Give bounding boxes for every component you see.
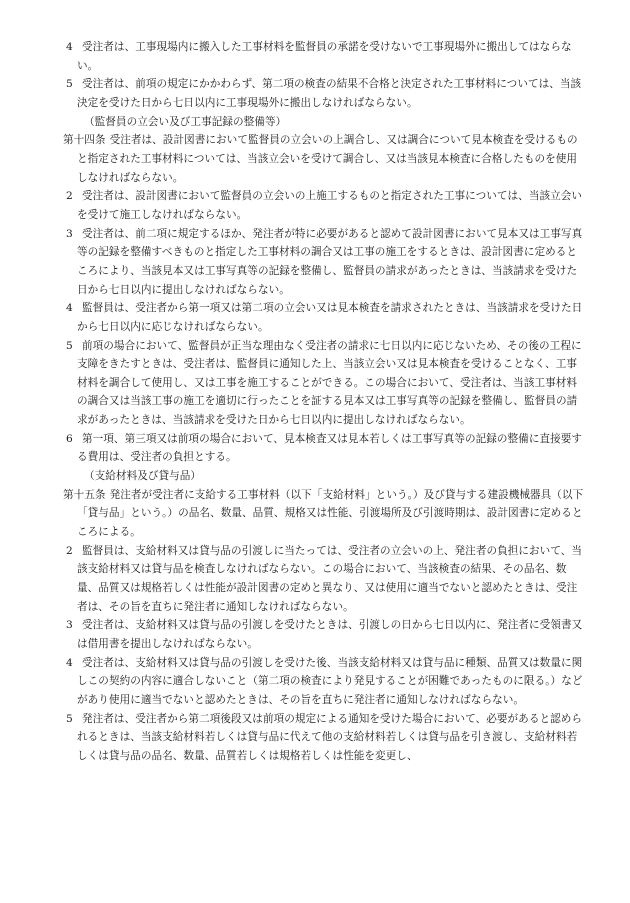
item-number: 4	[66, 656, 73, 669]
paragraph-text: 発注者が受注者に支給する工事材料（以下「支給材料」という。）及び貸与する建設機械器具（以下「貸与品」という。）の品名、数量、品質、規格又は性能、引渡場所及び引渡時期は、設計図書に定めるところによる。	[77, 488, 584, 539]
paragraph-item-3	[66, 616, 586, 653]
document-page	[63, 38, 586, 766]
paragraph-text: 発注者は、受注者から第二項後段又は前項の規定による通知を受けた場合において、必要があると認められるときは、当該支給材料若しくは貸与品に代えて他の支給材料若しくは貸与品を引き渡し、支給材料若しくは貸与品の品名、数量、品質若しくは規格若しくは性能を変更し、	[77, 712, 583, 762]
article-number: 第十五条	[63, 488, 106, 501]
item-number: 5	[66, 712, 73, 725]
paragraph-text: 受注者は、支給材料又は貸与品の引渡しを受けたときは、引渡しの日から七日以内に、発注者に受領書又は借用書を提出しなければならない。	[77, 619, 583, 650]
article-14	[63, 131, 586, 187]
paragraph-text: 監督員は、受注者から第一項又は第二項の立会い又は見本検査を請求されたときは、当該請求を受けた日から七日以内に応じなければならない。	[77, 302, 583, 333]
article-caption: （監督員の立会い及び工事記録の整備等）	[84, 115, 287, 128]
item-number: 3	[66, 227, 73, 240]
paragraph-item-2	[66, 542, 586, 617]
paragraph-text: 監督員は、支給材料又は貸与品の引渡しに当たっては、受注者の立会いの上、発注者の負担において、当該支給材料又は貸与品を検査しなければならない。この場合において、当該検査の結果、その品名、数量、品質又は規格若しくは性能が設計図書の定めと異なり、又は使用に適当でないと認めたときは、受注者は、その旨を直ちに発注者に通知しなければならない。	[77, 544, 583, 613]
paragraph-item-4	[66, 654, 586, 710]
paragraph-item-5	[66, 337, 586, 430]
item-number: 5	[66, 78, 73, 91]
paragraph-item-6	[66, 430, 586, 467]
paragraph-text: 受注者は、前項の規定にかかわらず、第二項の検査の結果不合格と決定された工事材料については、当該決定を受けた日から七日以内に工事現場外に搬出しなければならない。	[77, 78, 582, 109]
item-number: 6	[66, 432, 73, 445]
paragraph-item-4	[66, 299, 586, 336]
paragraph-item-5	[66, 75, 586, 112]
paragraph-text: 受注者は、設計図書において監督員の立会いの上施工するものと指定された工事については、当該立会いを受けて施工しなければならない。	[77, 190, 583, 221]
paragraph-item-3	[66, 225, 586, 300]
paragraph-item-4	[66, 38, 586, 75]
item-number: 4	[66, 41, 73, 53]
article-number: 第十四条	[63, 134, 106, 147]
item-number: 5	[66, 339, 73, 352]
item-number: 3	[66, 619, 73, 632]
paragraph-item-2	[66, 187, 586, 224]
paragraph-text: 前項の場合において、監督員が正当な理由なく受注者の請求に七日以内に応じないため、その後の工程に支障をきたすときは、受注者は、監督員に通知した上、当該立会い又は見本検査を受けることなく、工事材料を調合して使用し、又は工事を施工することができる。この場合において、受注者は、当該工事材料の調合又は当該工事の施工を適切に行ったことを証する見本又は工事写真等の記録を整備し、監督員の請求があったときは、当該請求を受けた日から七日以内に提出しなければならない。	[77, 339, 582, 427]
paragraph-item-5	[66, 710, 586, 766]
paragraph-text: 受注者は、設計図書において監督員の立会いの上調合し、又は調合について見本検査を受けるものと指定された工事材料については、当該立会いを受けて調合し、又は当該見本検査に合格したものを使用しなければならない。	[77, 134, 578, 184]
item-number: 4	[66, 302, 73, 315]
article-caption: （支給材料及び貸与品）	[84, 470, 202, 483]
item-number: 2	[66, 544, 73, 557]
item-number: 2	[66, 190, 73, 203]
paragraph-text: 受注者は、支給材料又は貸与品の引渡しを受けた後、当該支給材料又は貸与品に種類、品質又は数量に関しこの契約の内容に適合しないこと（第二項の検査により発見することが困難であったものに限る。）などがあり使用に適当でないと認めたときは、その旨を直ちに発注者に通知しなければならない。	[77, 656, 583, 706]
article-15	[63, 486, 586, 542]
paragraph-text: 第一項、第三項又は前項の場合において、見本検査又は見本若しくは工事写真等の記録の整備に直接要する費用は、受注者の負担とする。	[77, 432, 583, 464]
paragraph-text: 受注者は、工事現場内に搬入した工事材料を監督員の承諾を受けないで工事現場外に搬出してはならない。	[77, 41, 572, 72]
paragraph-text: 受注者は、前二項に規定するほか、発注者が特に必要があると認めて設計図書において見本又は工事写真等の記録を整備すべきものと指定した工事材料の調合又は工事の施工をするときは、設計図書に定めるところにより、当該見本又は工事写真等の記録を整備し、監督員の請求があったときは、当該請求を受けた日から七日以内に提出しなければならない。	[77, 227, 583, 296]
